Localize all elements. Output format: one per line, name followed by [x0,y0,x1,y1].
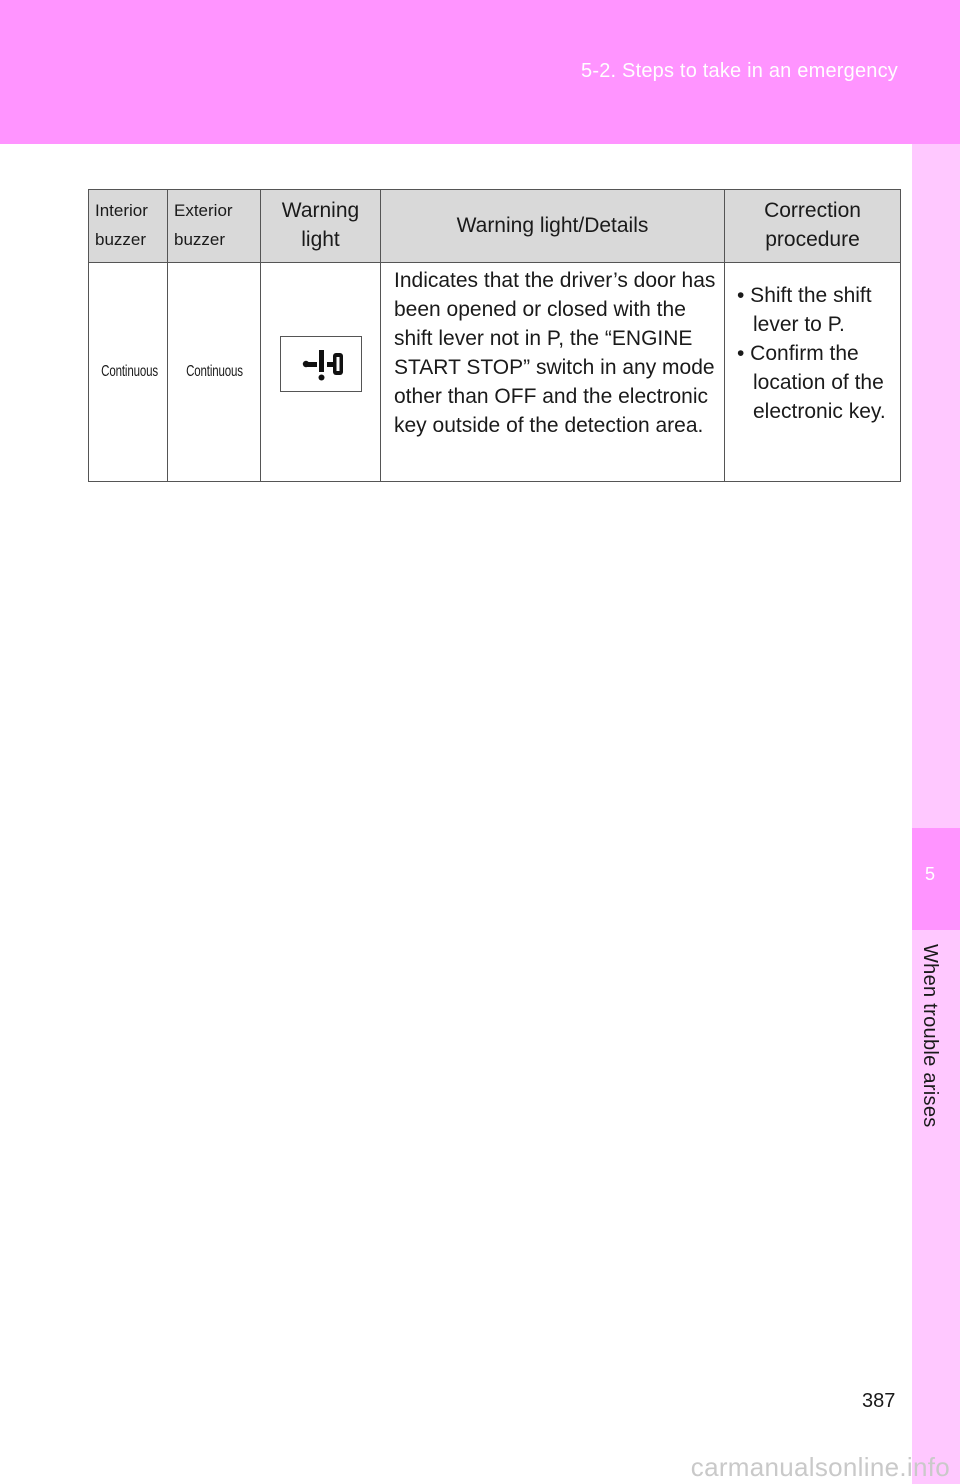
details-text: Indicates that the driver’s door has been opened or closed with the shift lever not in P, the “ENGINE START STOP” switch in any mode other than OFF and the electronic key outside of the detection area. [381,263,725,482]
correction-step: • Shift the shift lever to P. [737,284,872,336]
watermark: carmanualsonline.info [690,1452,950,1482]
header-interior-buzzer: Interior buzzer [89,190,168,263]
key-warning-icon [280,336,362,392]
section-title: 5-2. Steps to take in an emergency [581,60,898,82]
side-tab [912,144,960,1484]
correction-cell [725,263,901,482]
header-exterior-buzzer: Exterior buzzer [168,190,261,263]
page-number: 387 [862,1390,896,1412]
interior-buzzer-value: Continuous [100,263,157,482]
warning-table [88,189,901,482]
chapter-label: When trouble arises [919,944,941,1128]
correction-step: • Confirm the location of the electronic key. [737,342,886,423]
header-warning-light: Warning light [261,190,381,263]
table-header-row [89,190,901,263]
header-correction: Correction procedure [725,190,901,263]
exterior-buzzer-value: Continuous [181,263,248,482]
table-row [89,263,901,482]
warning-light-cell [261,263,381,482]
chapter-number: 5 [924,864,935,884]
page-header [0,0,960,144]
header-details: Warning light/Details [381,190,725,263]
